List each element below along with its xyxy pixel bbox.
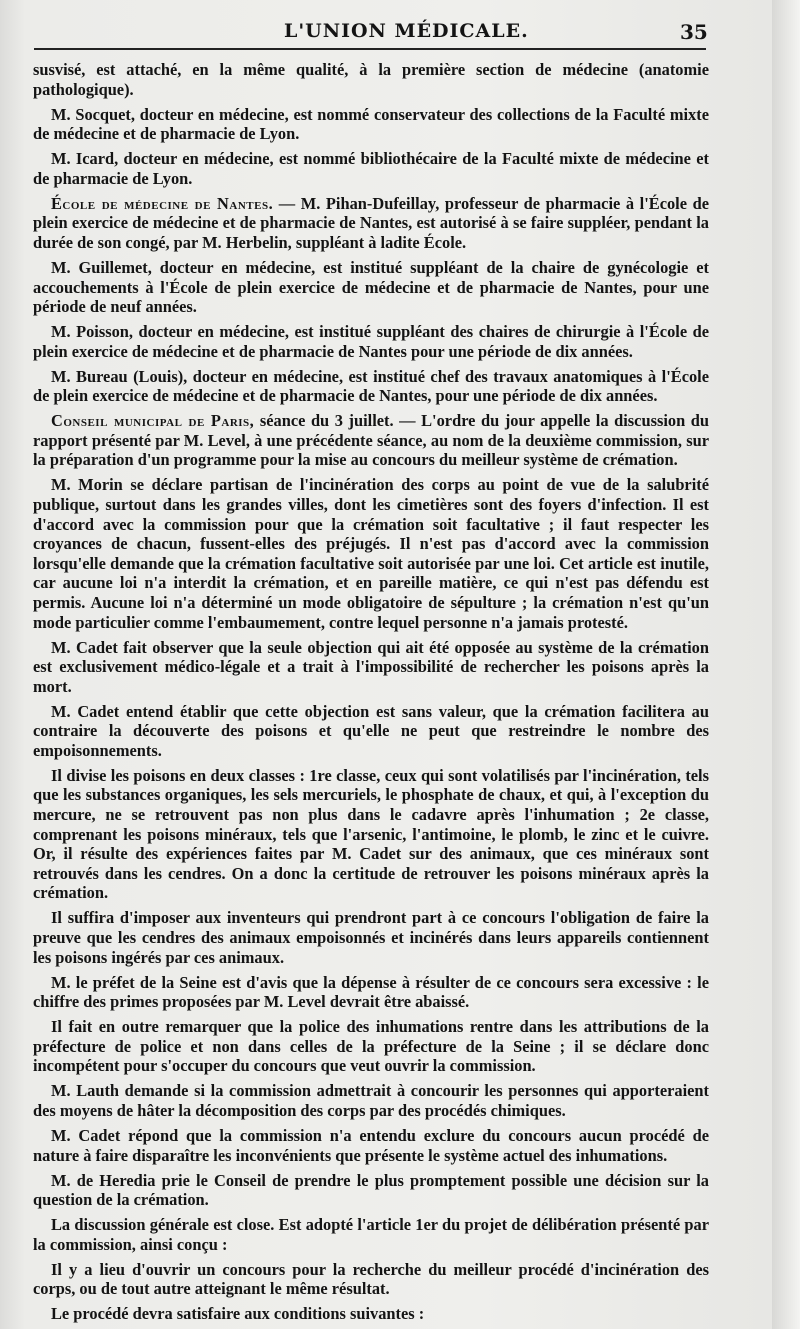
article-body <box>33 60 709 1329</box>
binding-gutter <box>772 0 800 1329</box>
paragraph: M. Morin se déclare partisan de l'incinération des corps au point de vue de la salubrité publique, surtout dans les grandes villes, dont les cimetières sont des foyers d'infection. Il est d'accord avec la commission pour que la crémation soit facultative ; il faut respecter les croyances de chacun, fussent-elles des préjugés. Il n'est pas d'accord avec la commission lorsqu'elle demande que la crémation facultative soit autorisée par une loi. Cet article est inutile, car aucune loi n'a interdit la crémation, et en pareille matière, ce qui n'est pas défendu est permis. Aucune loi n'a déterminé un mode obligatoire de sépulture ; la crémation n'est qu'un mode particulier comme l'embaumement, contre lequel personne n'a jamais protesté. <box>33 475 709 632</box>
paragraph: Il suffira d'imposer aux inventeurs qui prendront part à ce concours l'obligation de faire la preuve que les cendres des animaux empoisonnés et incinérés dans leurs appareils contiennent les poisons ingérés par ces animaux. <box>33 908 709 967</box>
paragraph-section-nantes: École de médecine de Nantes. — M. Pihan-Dufeillay, professeur de pharmacie à l'École de plein exercice de médecine et de pharmacie de Nantes, est autorisé à se faire suppléer, pendant la durée de son congé, par M. Herbelin, suppléant à ladite École. <box>33 193 709 252</box>
paragraph: Il divise les poisons en deux classes : 1re classe, ceux qui sont volatilisés par l'incinération, tels que les substances organiques, les sels mercuriels, le phosphate de chaux, et qui, à l'exception du mercure, ne se retrouvent pas non plus dans le cadavre après l'inhumation ; 2e classe, comprenant les poisons minéraux, tels que l'arsenic, l'antimoine, le plomb, le zinc et le cuivre. Or, il résulte des expériences faites par M. Cadet sur des animaux, que ces minéraux sont retrouvés dans les cendres. On a donc la certitude de retrouver les poisons minéraux après la crémation. <box>33 765 709 903</box>
paragraph: M. Cadet entend établir que cette objection est sans valeur, que la crémation facilitera au contraire la découverte des poisons et qu'elle ne peut que restreindre le nombre des empoisonnements. <box>33 701 709 760</box>
paragraph: M. Cadet répond que la commission n'a entendu exclure du concours aucun procédé de nature à faire disparaître les inconvénients que présente le système actuel des inhumations. <box>33 1125 709 1165</box>
running-title: L'UNION MÉDICALE. <box>284 20 529 42</box>
page-number: 35 <box>680 20 708 44</box>
paragraph: M. Cadet fait observer que la seule objection qui ait été opposée au système de la crémation est exclusivement médico-légale et a trait à l'impossibilité de rechercher les poisons après la mort. <box>33 637 709 696</box>
section-heading: École de médecine de Nantes. <box>51 193 274 213</box>
paragraph: M. Icard, docteur en médecine, est nommé bibliothécaire de la Faculté mixte de médecine et de pharmacie de Lyon. <box>33 149 709 188</box>
section-heading: Conseil municipal de Paris, <box>51 411 255 431</box>
paragraph: Le procédé devra satisfaire aux conditions suivantes : <box>51 1304 425 1324</box>
paragraph: M. Lauth demande si la commission admettrait à concourir les personnes qui apporteraient des moyens de hâter la décomposition des corps par des procédés chimiques. <box>33 1081 709 1120</box>
page-header <box>0 20 800 50</box>
paragraph: M. Guillemet, docteur en médecine, est institué suppléant de la chaire de gynécologie et accouchements à l'École de plein exercice de médecine et de pharmacie de Nantes, pour une période de neuf années. <box>33 257 709 317</box>
paragraph-continuation: susvisé, est attaché, en la même qualité, à la première section de médecine (anatomie pathologique). <box>33 60 709 99</box>
paragraph: M. Socquet, docteur en médecine, est nommé conservateur des collections de la Faculté mixte de médecine et de pharmacie de Lyon. <box>33 104 709 144</box>
paragraph: M. Poisson, docteur en médecine, est institué suppléant des chaires de chirurgie à l'École de plein exercice de médecine et de pharmacie de Nantes pour une période de dix années. <box>33 322 709 361</box>
paragraph-section-conseil: Conseil municipal de Paris, séance du 3 juillet. — L'ordre du jour appelle la discussion du rapport présenté par M. Level, à une précédente séance, au nom de la deuxième commission, sur la préparation d'un programme pour la mise au concours du meilleur système de crémation. <box>33 411 709 470</box>
header-rule <box>34 48 706 50</box>
paragraph: La discussion générale est close. Est adopté l'article 1er du projet de délibération présenté par la commission, ainsi conçu : <box>33 1215 709 1254</box>
paragraph: M. le préfet de la Seine est d'avis que la dépense à résulter de ce concours sera excessive : le chiffre des primes proposées par M. Level devrait être abaissé. <box>33 972 709 1012</box>
paragraph: M. Bureau (Louis), docteur en médecine, est institué chef des travaux anatomiques à l'École de plein exercice de médecine et de pharmacie de Nantes, pour une période de dix années. <box>33 366 709 406</box>
paragraph: Il fait en outre remarquer que la police des inhumations rentre dans les attributions de la préfecture de police et non dans celles de la préfecture de la Seine ; il se déclare donc incompétent pour s'occuper du concours que veut ouvrir la commission. <box>33 1017 709 1076</box>
paragraph: M. de Heredia prie le Conseil de prendre le plus promptement possible une décision sur la question de la crémation. <box>33 1170 709 1210</box>
paragraph: Il y a lieu d'ouvrir un concours pour la recherche du meilleur procédé d'incinération des corps, ou de tout autre atteignant le même résultat. <box>33 1259 709 1299</box>
